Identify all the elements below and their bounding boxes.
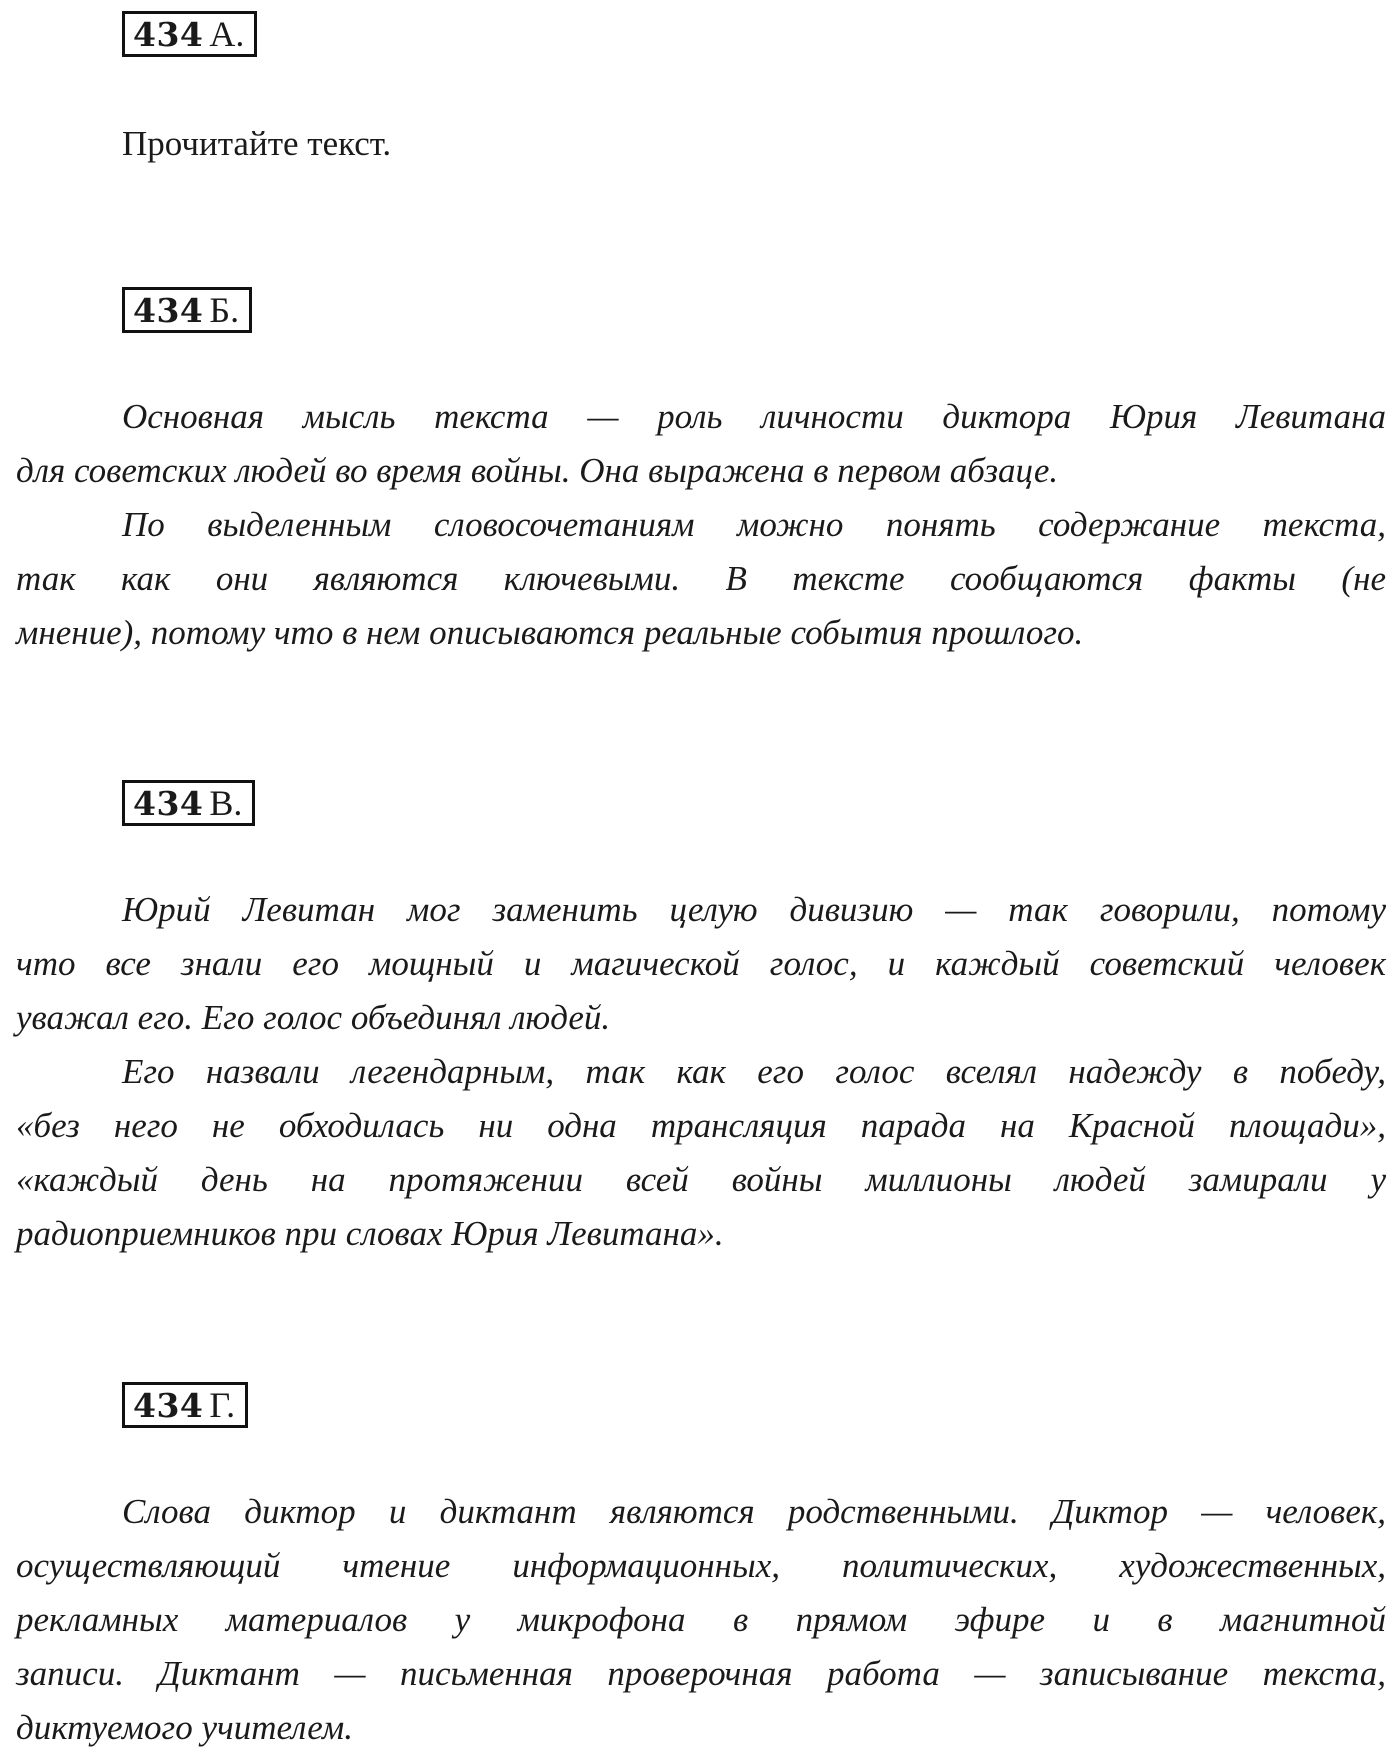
task-b-answer xyxy=(16,390,1386,660)
answer-line: Основная мысль текста — роль личности диктора Юрия Левитана xyxy=(122,397,1386,436)
task-letter: А. xyxy=(209,14,245,54)
task-label-g xyxy=(122,1382,248,1428)
answer-line: диктуемого учителем. xyxy=(16,1708,354,1747)
task-label-a xyxy=(122,11,257,57)
answer-line: что все знали его мощный и магической голос, и каждый советский человек xyxy=(16,944,1386,983)
answer-line: радиоприемников при словах Юрия Левитана». xyxy=(16,1214,724,1253)
task-letter: Б. xyxy=(209,290,240,330)
task-v-answer xyxy=(16,883,1386,1261)
task-g-answer xyxy=(16,1485,1386,1755)
answer-line: «без него не обходилась ни одна трансляция парада на Красной площади», xyxy=(16,1106,1386,1145)
answer-line: для советских людей во время войны. Она выражена в первом абзаце. xyxy=(16,451,1059,490)
answer-line: мнение), потому что в нем описываются реальные события прошлого. xyxy=(16,613,1084,652)
task-number: 434 xyxy=(133,291,204,330)
answer-line: По выделенным словосочетаниям можно понять содержание текста, xyxy=(122,505,1386,544)
task-letter: Г. xyxy=(209,1385,236,1425)
answer-line: осуществляющий чтение информационных, политических, художественных, xyxy=(16,1546,1386,1585)
answer-line: рекламных материалов у микрофона в прямом эфире и в магнитной xyxy=(16,1600,1386,1639)
answer-line: Юрий Левитан мог заменить целую дивизию — так говорили, потому xyxy=(122,890,1386,929)
task-label-b xyxy=(122,287,252,333)
task-a-instruction: Прочитайте текст. xyxy=(122,124,392,163)
answer-line: Его назвали легендарным, так как его голос вселял надежду в победу, xyxy=(122,1052,1386,1091)
answer-line: Слова диктор и диктант являются родственными. Диктор — человек, xyxy=(122,1492,1386,1531)
answer-line: уважал его. Его голос объединял людей. xyxy=(16,998,611,1037)
answer-line: «каждый день на протяжении всей войны миллионы людей замирали у xyxy=(16,1160,1386,1199)
task-label-v xyxy=(122,780,255,826)
answer-line: записи. Диктант — письменная проверочная работа — записывание текста, xyxy=(16,1654,1386,1693)
task-letter: В. xyxy=(209,783,243,823)
task-number: 434 xyxy=(133,784,204,823)
task-number: 434 xyxy=(133,15,204,54)
task-number: 434 xyxy=(133,1386,204,1425)
answer-line: так как они являются ключевыми. В тексте сообщаются факты (не xyxy=(16,559,1386,598)
